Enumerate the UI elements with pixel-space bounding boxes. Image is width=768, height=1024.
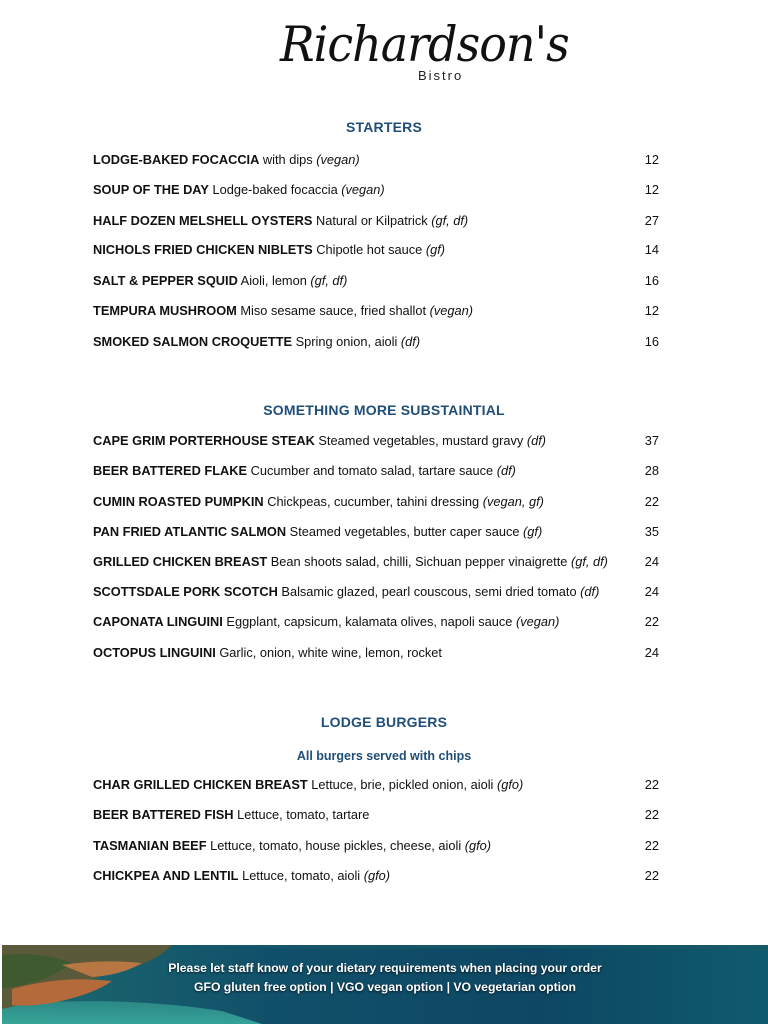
- item-description: Eggplant, capsicum, kalamata olives, napoli sauce: [222, 614, 516, 629]
- item-price: 28: [644, 463, 659, 478]
- item-price: 27: [644, 213, 659, 228]
- item-description: Natural or Kilpatrick: [312, 213, 432, 228]
- menu-item: [93, 212, 659, 230]
- item-dietary: (gfo): [496, 777, 524, 792]
- item-dietary: (df): [580, 584, 600, 599]
- item-name: SMOKED SALMON CROQUETTE: [93, 334, 293, 349]
- dietary-notice: Please let staff know of your dietary requirements when placing your order: [168, 961, 602, 975]
- logo-wordmark: Richardson's: [280, 15, 569, 73]
- item-name: CAPONATA LINGUINI: [93, 614, 223, 629]
- menu-item: [93, 272, 659, 290]
- item-price: 22: [644, 777, 659, 792]
- menu-item: [93, 583, 659, 601]
- item-price: 16: [644, 273, 659, 288]
- menu-item: [93, 644, 659, 662]
- item-dietary: (vegan): [515, 614, 560, 629]
- item-description: Spring onion, aioli: [292, 334, 401, 349]
- item-name: SOUP OF THE DAY: [93, 182, 209, 197]
- item-price: 12: [644, 303, 659, 318]
- menu-item: [93, 151, 659, 169]
- item-description: Lettuce, tomato, tartare: [233, 807, 370, 822]
- menu-item: [93, 333, 659, 351]
- item-name: GRILLED CHICKEN BREAST: [93, 554, 268, 569]
- section-title-starters: STARTERS: [345, 119, 422, 135]
- item-description: Steamed vegetables, mustard gravy: [314, 433, 527, 448]
- item-description: Lettuce, brie, pickled onion, aioli: [307, 777, 497, 792]
- item-dietary: (vegan): [316, 152, 360, 167]
- item-name: CHICKPEA AND LENTIL: [93, 868, 239, 883]
- logo-subtitle: Bistro: [418, 68, 464, 83]
- item-price: 35: [644, 524, 659, 539]
- item-dietary: (vegan): [429, 303, 473, 318]
- item-dietary: (df): [496, 463, 516, 478]
- item-name: BEER BATTERED FLAKE: [93, 463, 248, 478]
- item-name: CAPE GRIM PORTERHOUSE STEAK: [93, 433, 315, 448]
- item-price: 22: [644, 838, 659, 853]
- item-description: Lettuce, tomato, aioli: [238, 868, 364, 883]
- menu-item: [93, 241, 659, 259]
- menu-item: [93, 837, 659, 855]
- item-name: HALF DOZEN MELSHELL OYSTERS: [93, 213, 313, 228]
- item-name: OCTOPUS LINGUINI: [93, 645, 216, 660]
- item-description: Lodge-baked focaccia: [208, 182, 342, 197]
- menu-item: [93, 806, 659, 824]
- item-dietary: (gfo): [464, 838, 492, 853]
- item-name: SALT & PEPPER SQUID: [93, 273, 238, 288]
- item-description: Cucumber and tomato salad, tartare sauce: [247, 463, 497, 478]
- item-name: SCOTTSDALE PORK SCOTCH: [93, 584, 278, 599]
- section-title-burgers: LODGE BURGERS: [320, 714, 448, 730]
- item-description: Steamed vegetables, butter caper sauce: [286, 524, 524, 539]
- item-description: Chickpeas, cucumber, tahini dressing: [263, 494, 483, 509]
- item-description: Balsamic glazed, pearl couscous, semi dried tomato: [277, 584, 581, 599]
- item-dietary: (df): [400, 334, 421, 349]
- menu-item: [93, 553, 659, 571]
- item-price: 12: [644, 182, 659, 197]
- item-price: 14: [644, 242, 659, 257]
- item-price: 22: [644, 868, 659, 883]
- menu-item: [93, 613, 659, 631]
- item-name: TASMANIAN BEEF: [93, 838, 207, 853]
- menu-item: [93, 776, 659, 794]
- item-dietary: (vegan, gf): [482, 494, 544, 509]
- item-dietary: (gf, df): [431, 213, 469, 228]
- item-price: 16: [644, 334, 659, 349]
- item-dietary: (gf): [523, 524, 543, 539]
- item-name: CHAR GRILLED CHICKEN BREAST: [93, 777, 308, 792]
- item-dietary: (gf, df): [570, 554, 608, 569]
- menu-item: [93, 302, 659, 320]
- item-dietary: (gfo): [363, 868, 391, 883]
- item-description: Garlic, onion, white wine, lemon, rocket: [215, 645, 442, 660]
- item-name: PAN FRIED ATLANTIC SALMON: [93, 524, 287, 539]
- menu-item: [93, 493, 659, 511]
- item-price: 24: [644, 554, 659, 569]
- item-description: Lettuce, tomato, house pickles, cheese, aioli: [206, 838, 465, 853]
- item-price: 12: [644, 152, 659, 167]
- menu-item: [93, 867, 659, 885]
- dietary-legend: GFO gluten free option | VGO vegan option | VO vegetarian option: [194, 980, 576, 994]
- item-description: Bean shoots salad, chilli, Sichuan pepper vinaigrette: [267, 554, 571, 569]
- footer-banner: [2, 945, 768, 1024]
- item-description: with dips: [259, 152, 317, 167]
- item-price: 24: [644, 584, 659, 599]
- item-name: LODGE-BAKED FOCACCIA: [93, 152, 260, 167]
- item-dietary: (gf): [425, 242, 446, 257]
- item-dietary: (df): [526, 433, 547, 448]
- item-name: NICHOLS FRIED CHICKEN NIBLETS: [93, 242, 313, 257]
- item-price: 22: [644, 494, 659, 509]
- restaurant-logo: [0, 10, 768, 90]
- item-dietary: (vegan): [341, 182, 385, 197]
- item-name: CUMIN ROASTED PUMPKIN: [93, 494, 264, 509]
- item-description: Chipotle hot sauce: [312, 242, 426, 257]
- section-title-mains: SOMETHING MORE SUBSTAINTIAL: [263, 402, 505, 418]
- item-name: BEER BATTERED FISH: [93, 807, 234, 822]
- menu-item: [93, 181, 659, 199]
- item-description: Aioli, lemon: [237, 273, 311, 288]
- item-dietary: (gf, df): [310, 273, 348, 288]
- item-price: 22: [644, 614, 659, 629]
- menu-item: [93, 432, 659, 450]
- item-price: 22: [644, 807, 659, 822]
- menu-item: [93, 462, 659, 480]
- section-subtitle-burgers: All burgers served with chips: [296, 749, 472, 763]
- item-description: Miso sesame sauce, fried shallot: [236, 303, 430, 318]
- menu-item: [93, 523, 659, 541]
- item-price: 24: [644, 645, 659, 660]
- item-name: TEMPURA MUSHROOM: [93, 303, 237, 318]
- item-price: 37: [644, 433, 659, 448]
